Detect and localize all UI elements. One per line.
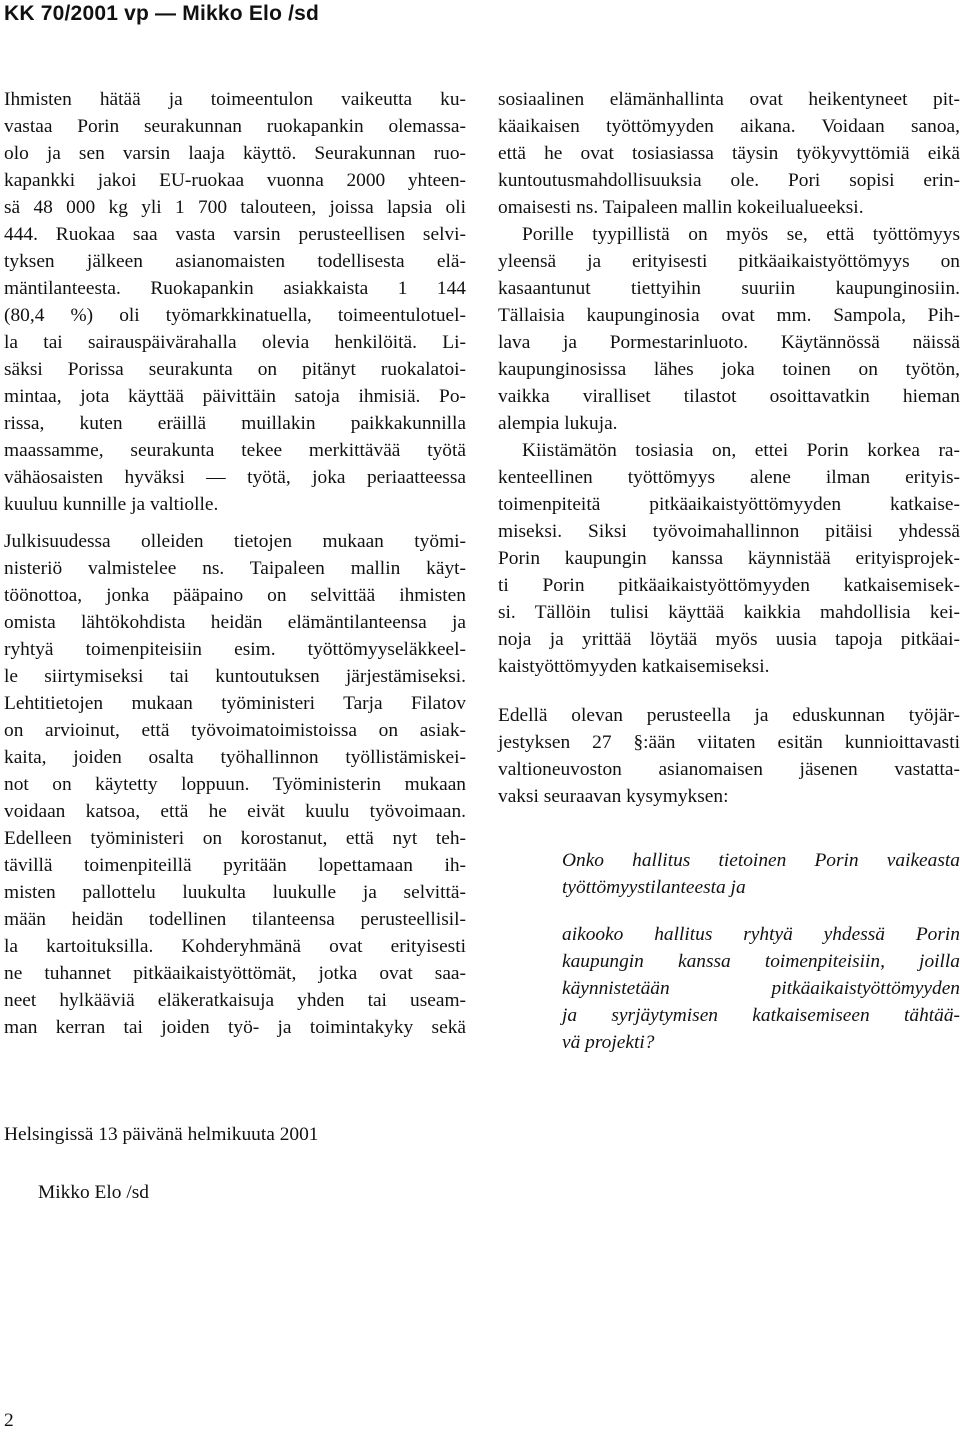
text-line: yleensä ja erityisesti pitkäaikaistyöttömyys on (498, 251, 960, 272)
text-line: neet hylkääviä eläkeratkaisuja yhden tai useam- (4, 990, 466, 1011)
text-line: mään heidän todellinen tilanteensa perusteellisil- (4, 909, 466, 930)
question-part-2 (562, 921, 960, 1056)
text-line: rissa, kuten eräillä muillakin paikkakunnilla (4, 413, 466, 434)
text-line: kaita, joiden osalta työhallinnon työllistämiskei- (4, 747, 466, 768)
text-line: alempia lukuja. (498, 413, 618, 434)
text-line: Edelleen työministeri on korostanut, että nyt teh- (4, 828, 466, 849)
text-line: ja syrjäytymisen katkaisemiseen tähtää- (562, 1005, 960, 1026)
document-header: KK 70/2001 vp — Mikko Elo /sd (4, 2, 320, 25)
text-line: vä projekti? (562, 1032, 655, 1053)
text-line: Lehtitietojen mukaan työministeri Tarja Filatov (4, 693, 466, 714)
text-line: vaksi seuraavan kysymyksen: (498, 786, 729, 807)
text-line: toimenpiteitä pitkäaikaistyöttömyyden katkaise- (498, 494, 960, 515)
text-line: kaupungin kanssa toimenpiteisiin, joilla (562, 951, 960, 972)
text-line: töönottoa, jonka pääpaino on selvittää ihmisten (4, 585, 466, 606)
text-line: mintaa, jota käyttää päivittäin satoja ihmisiä. Po- (4, 386, 466, 407)
text-line: sosiaalinen elämänhallinta ovat heikentyneet pit- (498, 89, 960, 110)
text-line: aikooko hallitus ryhtyä yhdessä Porin (562, 924, 960, 945)
text-line: valtioneuvoston asianomaisen jäsenen vastatta- (498, 759, 960, 780)
text-line: misten pallottelu luukulta luukulle ja selvittä- (4, 882, 466, 903)
text-line: että he ovat tosiasiassa täysin työkyvyttömiä eikä (498, 143, 960, 164)
text-line: sä 48 000 kg yli 1 700 talouteen, joissa lapsia oli (4, 197, 466, 218)
text-line: miseksi. Siksi työvoimahallinnon pitäisi yhdessä (498, 521, 960, 542)
text-line: man kerran tai joiden työ- ja toimintakyky sekä (4, 1017, 466, 1038)
text-line: (80,4 %) oli työmarkkinatuella, toimeentulotuel- (4, 305, 466, 326)
text-line: Julkisuudessa olleiden tietojen mukaan työmi- (4, 531, 466, 552)
left-column (4, 86, 466, 1041)
signature: Mikko Elo /sd (38, 1182, 149, 1203)
text-line: kapankki jakoi EU-ruokaa vuonna 2000 yhteen- (4, 170, 466, 191)
text-line: omista lähtökohdista heidän elämäntilanteensa ja (4, 612, 466, 633)
text-line: olo ja sen varsin laaja käyttö. Seurakunnan ruo- (4, 143, 466, 164)
text-line: not on käytetty loppuun. Työministerin mukaan (4, 774, 466, 795)
text-line: kaupunginosissa lähes joka toinen on työtön, (498, 359, 960, 380)
right-column (498, 86, 960, 810)
text-line: vaikka viralliset tilastot osoittavatkin hieman (498, 386, 960, 407)
text-line: työttömyystilanteesta ja (562, 877, 746, 898)
paragraph (4, 86, 466, 518)
paragraph (498, 437, 960, 680)
text-line: Porin kaupungin kanssa käynnistää erityisprojek- (498, 548, 960, 569)
text-line: Onko hallitus tietoinen Porin vaikeasta (562, 850, 960, 871)
text-line: maassamme, seurakunta tekee merkittävää työtä (4, 440, 466, 461)
text-line: käaikaisen työttömyyden aikana. Voidaan sanoa, (498, 116, 960, 137)
page-number: 2 (4, 1410, 14, 1431)
text-line: Ihmisten hätää ja toimeentulon vaikeutta ku- (4, 89, 466, 110)
text-line: Kiistämätön tosiasia on, ettei Porin korkea ra- (522, 440, 960, 461)
text-line: nisteriö valmistelee ns. Taipaleen mallin käyt- (4, 558, 466, 579)
text-line: mäntilanteesta. Ruokapankin asiakkaista 1 144 (4, 278, 466, 299)
text-line: Edellä olevan perusteella ja eduskunnan työjär- (498, 705, 960, 726)
question-part-1 (562, 847, 960, 901)
text-line: Porille tyypillistä on myös se, että työttömyys (522, 224, 960, 245)
text-line: vähäosaisten hyväksi — työtä, joka periaatteessa (4, 467, 466, 488)
text-line: ryhtyä toimenpiteisiin esim. työttömyyseläkkeel- (4, 639, 466, 660)
text-line: kuuluu kunnille ja valtiolle. (4, 494, 219, 515)
text-line: tävillä toimenpiteillä pyritään lopettamaan ih- (4, 855, 466, 876)
text-line: jestyksen 27 §:ään viitaten esitän kunnioittavasti (498, 732, 960, 753)
text-line: kenteellinen työttömyys alene ilman erityis- (498, 467, 960, 488)
text-line: ne tuhannet pitkäaikaistyöttömät, jotka ovat saa- (4, 963, 466, 984)
text-line: käynnistetään pitkäaikaistyöttömyyden (562, 978, 960, 999)
text-line: säksi Porissa seurakunta on pitänyt ruokalatoi- (4, 359, 466, 380)
text-line: la kartoituksilla. Kohderyhmänä ovat erityisesti (4, 936, 466, 957)
place-date: Helsingissä 13 päivänä helmikuuta 2001 (4, 1124, 319, 1145)
text-line: ti Porin pitkäaikaistyöttömyyden katkaisemisek- (498, 575, 960, 596)
paragraph (498, 221, 960, 437)
text-line: on arvioinut, että työvoimatoimistoissa on asiak- (4, 720, 466, 741)
text-line: lava ja Pormestarinluoto. Käytännössä näissä (498, 332, 960, 353)
text-line: 444. Ruokaa saa vasta varsin perusteellisen selvi- (4, 224, 466, 245)
text-line: kuntoutusmahdollisuuksia ole. Pori sopisi erin- (498, 170, 960, 191)
paragraph (498, 702, 960, 810)
text-line: voidaan katsoa, että he eivät kuulu työvoimaan. (4, 801, 466, 822)
paragraph (4, 528, 466, 1041)
text-line: le siirtymiseksi tai kuntoutuksen järjestämiseksi. (4, 666, 466, 687)
text-line: noja ja yrittää löytää myös uusia tapoja pitkäai- (498, 629, 960, 650)
text-line: la tai sairauspäivärahalla olevia henkilöitä. Li- (4, 332, 466, 353)
text-line: Tällaisia kaupunginosia ovat mm. Sampola, Pih- (498, 305, 960, 326)
text-line: kaistyöttömyyden katkaisemiseksi. (498, 656, 770, 677)
paragraph (498, 86, 960, 221)
text-line: vastaa Porin seurakunnan ruokapankin olemassa- (4, 116, 466, 137)
text-line: tyksen jälkeen asianomaisten todellisesta elä- (4, 251, 466, 272)
text-line: kasaantunut tiettyihin suuriin kaupunginosiin. (498, 278, 960, 299)
text-line: si. Tällöin tulisi käyttää kaikkia mahdollisia kei- (498, 602, 960, 623)
text-line: omaisesti ns. Taipaleen mallin kokeilualueeksi. (498, 197, 864, 218)
